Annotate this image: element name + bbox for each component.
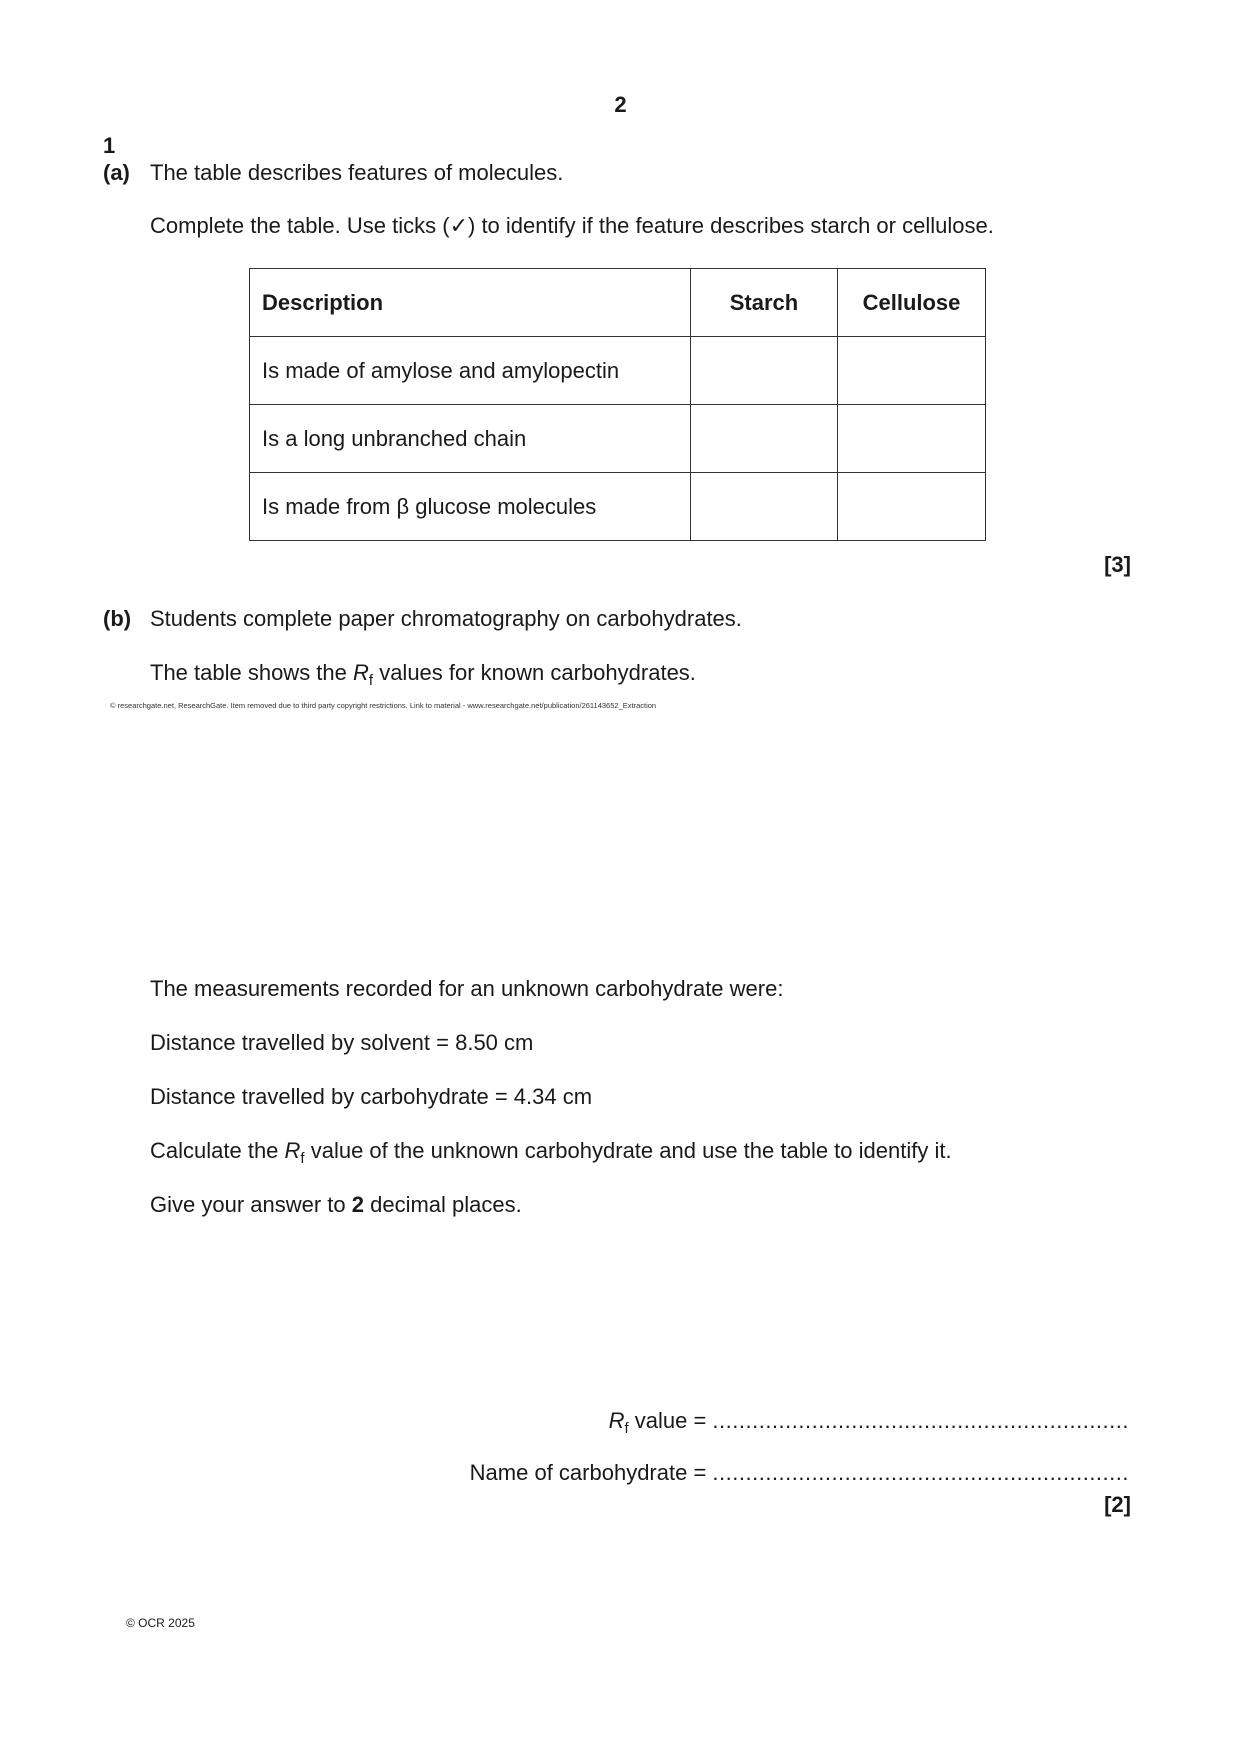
row-description: Is made from β glucose molecules: [250, 473, 691, 541]
table-row: [250, 473, 986, 541]
row-description: Is made of amylose and amylopectin: [250, 337, 691, 405]
header-cellulose: Cellulose: [838, 269, 986, 337]
header-description: Description: [250, 269, 691, 337]
table-row: [250, 337, 986, 405]
copyright-removed-notice: © researchgate.net, ResearchGate. Item removed due to third party copyright restrictions. Link to material - www.researchgate.net/publication/261143652_Extraction: [110, 701, 657, 710]
starch-cell[interactable]: [691, 473, 838, 541]
row-description: Is a long unbranched chain: [250, 405, 691, 473]
part-b-label: (b): [103, 606, 132, 631]
rf-subscript: f: [300, 1150, 305, 1167]
table-row: [250, 405, 986, 473]
starch-cell[interactable]: [691, 405, 838, 473]
solvent-distance: Distance travelled by solvent = 8.50 cm: [150, 1030, 534, 1055]
answer-instruction: [150, 1192, 522, 1218]
carbohydrate-name-answer-field[interactable]: ...............................................................: [712, 1460, 1129, 1485]
rf-value-answer-field[interactable]: ...............................................................: [712, 1408, 1129, 1433]
carbohydrate-name-answer-line: [470, 1460, 1129, 1486]
rf-symbol: R: [608, 1408, 625, 1433]
header-starch: Starch: [691, 269, 838, 337]
calculate-instruction: [150, 1138, 952, 1167]
rf-value-answer-line: [609, 1408, 1129, 1437]
starch-cell[interactable]: [691, 337, 838, 405]
rf-subscript: f: [624, 1420, 629, 1437]
measurements-intro: The measurements recorded for an unknown carbohydrate were:: [150, 976, 784, 1001]
rf-value-label: value =: [628, 1408, 713, 1433]
features-table: [249, 268, 986, 541]
part-a-label: (a): [103, 160, 130, 185]
answer-instruction-before: Give your answer to: [150, 1192, 352, 1217]
rf-subscript: f: [368, 672, 374, 689]
rf-table-intro-after: values for known carbohydrates.: [373, 660, 696, 685]
rf-symbol: R: [284, 1138, 301, 1163]
cellulose-cell[interactable]: [838, 405, 986, 473]
question-number: 1: [103, 133, 116, 158]
carbohydrate-distance: Distance travelled by carbohydrate = 4.34 cm: [150, 1084, 593, 1109]
calc-before: Calculate the: [150, 1138, 285, 1163]
part-a-marks: [3]: [1104, 552, 1131, 577]
cellulose-cell[interactable]: [838, 337, 986, 405]
rf-table-intro: [150, 660, 696, 689]
page-number: 2: [614, 92, 627, 117]
table-header-row: [250, 269, 986, 337]
part-a-instruction: Complete the table. Use ticks (✓) to identify if the feature describes starch or cellulose.: [150, 213, 994, 238]
answer-instruction-bold: 2: [351, 1192, 364, 1217]
part-b-intro: Students complete paper chromatography on carbohydrates.: [150, 606, 742, 631]
part-a-intro: The table describes features of molecules.: [150, 160, 564, 185]
calc-after: value of the unknown carbohydrate and use the table to identify it.: [304, 1138, 952, 1163]
part-b-marks: [2]: [1104, 1492, 1131, 1517]
rf-symbol: R: [353, 660, 369, 685]
cellulose-cell[interactable]: [838, 473, 986, 541]
footer-copyright: © OCR 2025: [126, 1616, 195, 1630]
rf-table-intro-before: The table shows the: [150, 660, 354, 685]
answer-instruction-after: decimal places.: [364, 1192, 522, 1217]
carbohydrate-name-label: Name of carbohydrate =: [469, 1460, 713, 1485]
